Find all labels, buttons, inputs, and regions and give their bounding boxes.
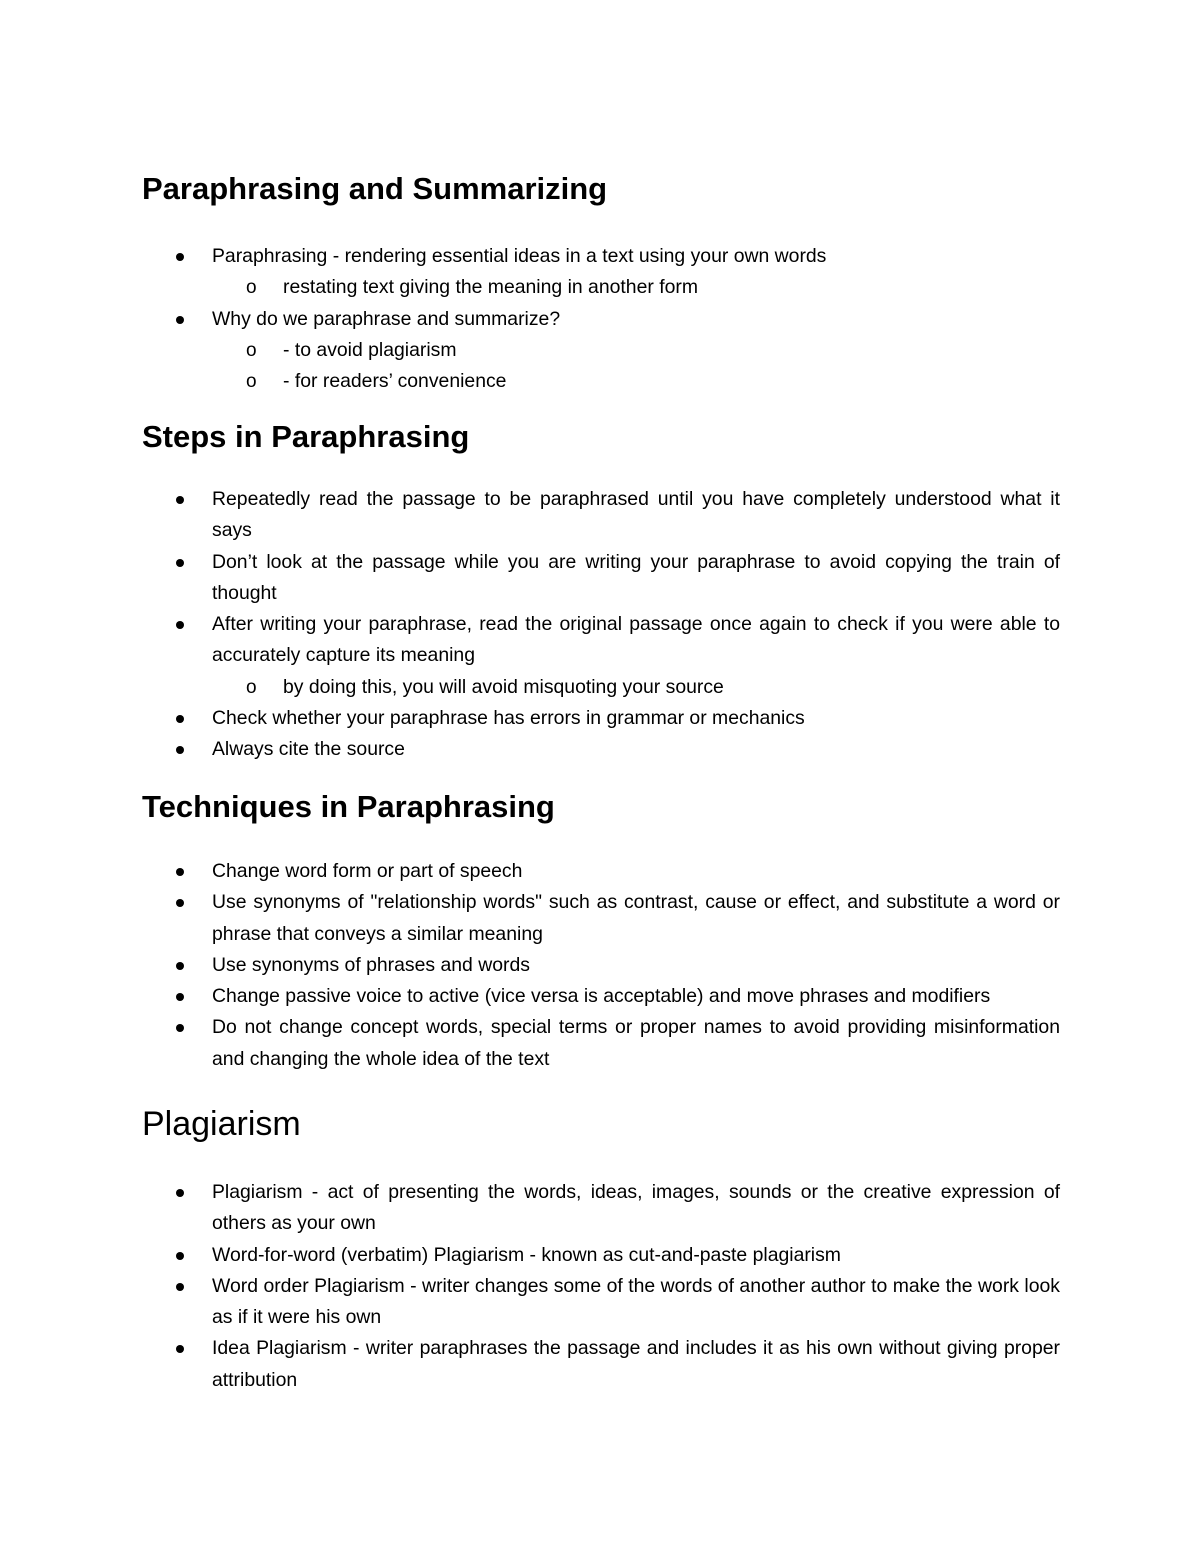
list-item-text: After writing your paraphrase, read the original passage once again to check if you were able to accurately capture its meaning <box>212 613 1060 667</box>
bullet-icon <box>176 1189 184 1197</box>
list-item-text: Don’t look at the passage while you are writing your paraphrase to avoid copying the train of thought <box>212 550 1060 604</box>
list-item-text: restating text giving the meaning in another form <box>283 276 698 299</box>
bullet-icon <box>176 316 184 324</box>
list-subitem <box>142 672 1060 703</box>
bullet-icon <box>176 1283 184 1291</box>
list-item <box>142 734 1060 765</box>
circle-bullet-icon: o <box>246 339 257 361</box>
list-item <box>142 1240 1060 1271</box>
list-item <box>142 1012 1060 1075</box>
bullet-icon <box>176 868 184 876</box>
list-item <box>142 304 1060 335</box>
list-item-text: - for readers’ convenience <box>283 370 507 393</box>
bullet-icon <box>176 496 184 504</box>
list-item <box>142 1271 1060 1334</box>
list-item-text: Paraphrasing - rendering essential ideas in a text using your own words <box>212 245 827 267</box>
list-subitem <box>142 366 1060 397</box>
circle-bullet-icon: o <box>246 371 257 393</box>
list-item-text: Use synonyms of "relationship words" such as contrast, cause or effect, and substitute a word or phrase that conveys a similar meaning <box>212 891 1060 945</box>
list-item-text: Word order Plagiarism - writer changes some of the words of another author to make the work look as if it were his own <box>212 1274 1060 1329</box>
section-heading: Plagiarism <box>142 1105 301 1143</box>
list-item <box>142 1333 1060 1396</box>
bullet-list <box>142 484 1060 766</box>
list-item-text: - to avoid plagiarism <box>283 338 457 361</box>
list-item <box>142 547 1060 610</box>
list-item-text: Idea Plagiarism - writer paraphrases the passage and includes it as his own without giving proper attribution <box>212 1337 1060 1391</box>
list-item <box>142 241 1060 272</box>
list-item <box>142 856 1060 887</box>
bullet-icon <box>176 715 184 723</box>
list-item <box>142 1177 1060 1240</box>
list-item <box>142 950 1060 981</box>
bullet-icon <box>176 962 184 970</box>
bullet-icon <box>176 559 184 567</box>
list-item-text: Check whether your paraphrase has errors in grammar or mechanics <box>212 707 805 730</box>
bullet-icon <box>176 1024 184 1032</box>
circle-bullet-icon: o <box>246 676 257 698</box>
list-item-text: Change word form or part of speech <box>212 860 523 882</box>
bullet-icon <box>176 253 184 261</box>
circle-bullet-icon: o <box>246 277 257 299</box>
bullet-icon <box>176 1252 184 1260</box>
list-item <box>142 887 1060 950</box>
list-item-text: Use synonyms of phrases and words <box>212 953 530 976</box>
list-item <box>142 703 1060 734</box>
bullet-list <box>142 856 1060 1075</box>
bullet-icon <box>176 899 184 907</box>
list-item-text: Do not change concept words, special terms or proper names to avoid providing misinformation and changing the whole idea of the text <box>212 1016 1060 1070</box>
bullet-icon <box>176 993 184 1001</box>
list-item <box>142 484 1060 547</box>
list-subitem <box>142 335 1060 366</box>
list-item-text: Change passive voice to active (vice versa is acceptable) and move phrases and modifiers <box>212 985 991 1008</box>
list-item-text: Repeatedly read the passage to be paraphrased until you have completely understood what it says <box>212 488 1060 542</box>
section-heading: Paraphrasing and Summarizing <box>142 171 608 206</box>
list-item <box>142 981 1060 1012</box>
section-heading: Steps in Paraphrasing <box>142 419 470 454</box>
bullet-list <box>142 1177 1060 1396</box>
list-item-text: Word-for-word (verbatim) Plagiarism - known as cut-and-paste plagiarism <box>212 1243 841 1266</box>
list-subitem <box>142 272 1060 303</box>
bullet-list <box>142 241 1060 397</box>
bullet-icon <box>176 1345 184 1353</box>
list-item-text: Always cite the source <box>212 738 405 761</box>
list-item <box>142 609 1060 672</box>
list-item-text: by doing this, you will avoid misquoting your source <box>283 675 724 698</box>
bullet-icon <box>176 621 184 629</box>
section-heading: Techniques in Paraphrasing <box>142 789 555 824</box>
list-item-text: Plagiarism - act of presenting the words, ideas, images, sounds or the creative expression of others as your own <box>212 1181 1060 1235</box>
list-item-text: Why do we paraphrase and summarize? <box>212 307 561 330</box>
bullet-icon <box>176 746 184 754</box>
